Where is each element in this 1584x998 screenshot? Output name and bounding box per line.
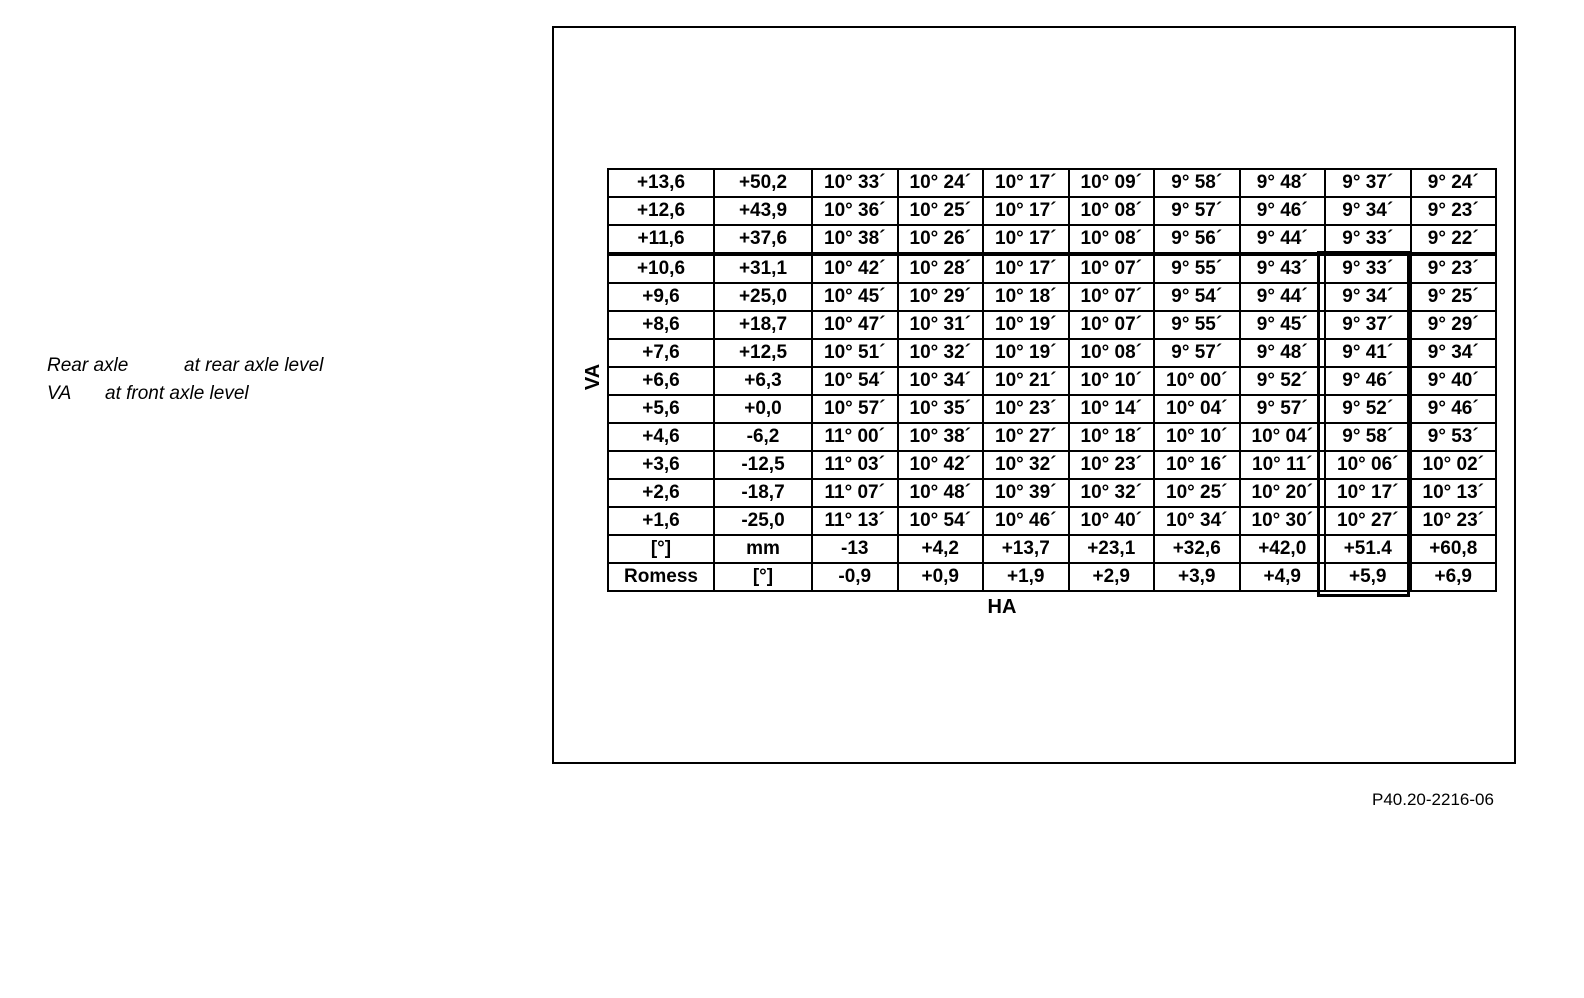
table-cell: 10° 28´ xyxy=(898,254,984,283)
table-row xyxy=(608,311,1496,339)
table-cell: +0,0 xyxy=(714,395,812,423)
table-cell: 10° 21´ xyxy=(983,367,1069,395)
table-cell: +32,6 xyxy=(1154,535,1240,563)
figure-reference: P40.20-2216-06 xyxy=(1372,790,1494,809)
table-cell: 10° 18´ xyxy=(983,283,1069,311)
table-cell: 9° 33´ xyxy=(1325,225,1411,254)
table-cell: 10° 45´ xyxy=(812,283,898,311)
table-cell: 10° 31´ xyxy=(898,311,984,339)
table-cell: 10° 07´ xyxy=(1069,254,1155,283)
table-cell: +5,6 xyxy=(608,395,714,423)
table-cell: 10° 33´ xyxy=(812,169,898,197)
table-cell: -13 xyxy=(812,535,898,563)
table-cell: 10° 35´ xyxy=(898,395,984,423)
va-axis-label: VA xyxy=(581,363,604,391)
ha-axis-label: HA xyxy=(987,596,1017,618)
table-cell: +51.4 xyxy=(1325,535,1411,563)
table-cell: 10° 08´ xyxy=(1069,225,1155,254)
table-cell: 10° 26´ xyxy=(898,225,984,254)
table-cell: 10° 39´ xyxy=(983,479,1069,507)
legend-rear-abbr: Rear axle xyxy=(47,355,129,376)
table-cell: 10° 07´ xyxy=(1069,311,1155,339)
table-row xyxy=(608,225,1496,254)
table-cell: 10° 38´ xyxy=(898,423,984,451)
table-cell: +50,2 xyxy=(714,169,812,197)
table-row xyxy=(608,395,1496,423)
table-cell: +2,9 xyxy=(1069,563,1155,591)
table-cell: +11,6 xyxy=(608,225,714,254)
table-cell: -18,7 xyxy=(714,479,812,507)
table-cell: 9° 22´ xyxy=(1411,225,1497,254)
table-row xyxy=(608,197,1496,225)
table-cell: 10° 11´ xyxy=(1240,451,1326,479)
table-cell: 10° 17´ xyxy=(983,197,1069,225)
table-cell: 9° 37´ xyxy=(1325,169,1411,197)
table-cell: -6,2 xyxy=(714,423,812,451)
legend xyxy=(47,352,323,408)
table-cell: 10° 25´ xyxy=(1154,479,1240,507)
table-cell: 10° 18´ xyxy=(1069,423,1155,451)
table-cell: mm xyxy=(714,535,812,563)
table-cell: 10° 17´ xyxy=(983,169,1069,197)
table-cell: 10° 10´ xyxy=(1154,423,1240,451)
table-cell: Romess xyxy=(608,563,714,591)
table-cell: 10° 23´ xyxy=(1411,507,1497,535)
table-cell: 9° 40´ xyxy=(1411,367,1497,395)
legend-rear-row xyxy=(47,352,323,380)
table-cell: 9° 34´ xyxy=(1411,339,1497,367)
table-cell: 9° 34´ xyxy=(1325,283,1411,311)
table-cell: 9° 57´ xyxy=(1154,339,1240,367)
table-cell: 9° 44´ xyxy=(1240,283,1326,311)
table-cell: +42,0 xyxy=(1240,535,1326,563)
table-cell: +37,6 xyxy=(714,225,812,254)
table-cell: 9° 34´ xyxy=(1325,197,1411,225)
table-cell: 9° 58´ xyxy=(1154,169,1240,197)
table-cell: 11° 07´ xyxy=(812,479,898,507)
table-cell: +5,9 xyxy=(1325,563,1411,591)
table-cell: +7,6 xyxy=(608,339,714,367)
table-cell: 9° 55´ xyxy=(1154,311,1240,339)
table-cell: +18,7 xyxy=(714,311,812,339)
table-row xyxy=(608,451,1496,479)
table-cell: 10° 29´ xyxy=(898,283,984,311)
table-cell: -25,0 xyxy=(714,507,812,535)
table-cell: 10° 51´ xyxy=(812,339,898,367)
table-cell: 9° 29´ xyxy=(1411,311,1497,339)
table-cell: 9° 46´ xyxy=(1411,395,1497,423)
table-cell: +25,0 xyxy=(714,283,812,311)
table-cell: 9° 48´ xyxy=(1240,339,1326,367)
table-row xyxy=(608,283,1496,311)
table-cell: +2,6 xyxy=(608,479,714,507)
table-cell: 10° 54´ xyxy=(812,367,898,395)
table-cell: +31,1 xyxy=(714,254,812,283)
table-cell: 11° 13´ xyxy=(812,507,898,535)
table-cell: 10° 08´ xyxy=(1069,197,1155,225)
table-cell: 10° 32´ xyxy=(898,339,984,367)
table-cell: +6,9 xyxy=(1411,563,1497,591)
table-cell: 9° 57´ xyxy=(1154,197,1240,225)
table-cell: 10° 23´ xyxy=(1069,451,1155,479)
table-row xyxy=(608,535,1496,563)
table-cell: +3,9 xyxy=(1154,563,1240,591)
table-cell: 11° 00´ xyxy=(812,423,898,451)
table-cell: 9° 52´ xyxy=(1325,395,1411,423)
table-cell: 9° 54´ xyxy=(1154,283,1240,311)
table-cell: 9° 46´ xyxy=(1325,367,1411,395)
table-cell: 10° 46´ xyxy=(983,507,1069,535)
table-cell: 10° 10´ xyxy=(1069,367,1155,395)
table-cell: 10° 34´ xyxy=(898,367,984,395)
legend-front-abbr: VA xyxy=(47,383,72,404)
table-cell: 10° 47´ xyxy=(812,311,898,339)
table-cell: 9° 53´ xyxy=(1411,423,1497,451)
table-cell: 10° 08´ xyxy=(1069,339,1155,367)
table-cell: 10° 06´ xyxy=(1325,451,1411,479)
table-cell: 10° 48´ xyxy=(898,479,984,507)
table-row xyxy=(608,169,1496,197)
table-cell: [°] xyxy=(608,535,714,563)
table-cell: +1,6 xyxy=(608,507,714,535)
table-cell: 10° 17´ xyxy=(983,254,1069,283)
table-cell: 10° 13´ xyxy=(1411,479,1497,507)
table-cell: +4,9 xyxy=(1240,563,1326,591)
table-cell: +4,6 xyxy=(608,423,714,451)
table-cell: 10° 04´ xyxy=(1154,395,1240,423)
table-cell: +13,6 xyxy=(608,169,714,197)
table-cell: 9° 45´ xyxy=(1240,311,1326,339)
table-row xyxy=(608,507,1496,535)
table-cell: 9° 44´ xyxy=(1240,225,1326,254)
table-cell: 10° 32´ xyxy=(1069,479,1155,507)
table-cell: +10,6 xyxy=(608,254,714,283)
table-cell: 10° 20´ xyxy=(1240,479,1326,507)
table-cell: 10° 42´ xyxy=(812,254,898,283)
table-cell: 10° 19´ xyxy=(983,311,1069,339)
table-cell: 10° 00´ xyxy=(1154,367,1240,395)
legend-front-row xyxy=(47,380,323,408)
table-cell: +60,8 xyxy=(1411,535,1497,563)
table-cell: 10° 17´ xyxy=(983,225,1069,254)
table-cell: 10° 16´ xyxy=(1154,451,1240,479)
table-cell: 9° 57´ xyxy=(1240,395,1326,423)
table-cell: +12,6 xyxy=(608,197,714,225)
table-cell: 9° 33´ xyxy=(1325,254,1411,283)
table-cell: 10° 27´ xyxy=(983,423,1069,451)
table-cell: 10° 19´ xyxy=(983,339,1069,367)
table-cell: 9° 56´ xyxy=(1154,225,1240,254)
table-cell: 10° 02´ xyxy=(1411,451,1497,479)
table-cell: [°] xyxy=(714,563,812,591)
table-cell: 10° 23´ xyxy=(983,395,1069,423)
table-cell: +23,1 xyxy=(1069,535,1155,563)
table-cell: 9° 52´ xyxy=(1240,367,1326,395)
table-cell: +12,5 xyxy=(714,339,812,367)
table-cell: 10° 42´ xyxy=(898,451,984,479)
table-cell: +6,3 xyxy=(714,367,812,395)
table-row xyxy=(608,367,1496,395)
table-cell: 9° 23´ xyxy=(1411,254,1497,283)
table-cell: 10° 57´ xyxy=(812,395,898,423)
table-cell: -0,9 xyxy=(812,563,898,591)
table-cell: 10° 34´ xyxy=(1154,507,1240,535)
table-row xyxy=(608,254,1496,283)
table-cell: 9° 37´ xyxy=(1325,311,1411,339)
table-cell: 10° 27´ xyxy=(1325,507,1411,535)
table-cell: 9° 25´ xyxy=(1411,283,1497,311)
table-cell: +43,9 xyxy=(714,197,812,225)
legend-front-text: at front axle level xyxy=(105,383,249,404)
table-cell: 11° 03´ xyxy=(812,451,898,479)
table-cell: 10° 07´ xyxy=(1069,283,1155,311)
table-cell: +4,2 xyxy=(898,535,984,563)
table-cell: 10° 38´ xyxy=(812,225,898,254)
table-cell: +9,6 xyxy=(608,283,714,311)
table-cell: +6,6 xyxy=(608,367,714,395)
table-cell: 10° 25´ xyxy=(898,197,984,225)
table-cell: 9° 46´ xyxy=(1240,197,1326,225)
table-cell: 9° 23´ xyxy=(1411,197,1497,225)
table-cell: +3,6 xyxy=(608,451,714,479)
table-cell: +1,9 xyxy=(983,563,1069,591)
table-row xyxy=(608,339,1496,367)
table-cell: 10° 24´ xyxy=(898,169,984,197)
table-cell: 10° 36´ xyxy=(812,197,898,225)
angle-table xyxy=(607,168,1497,592)
legend-rear-text: at rear axle level xyxy=(184,355,324,376)
table-cell: 10° 09´ xyxy=(1069,169,1155,197)
table-cell: 10° 14´ xyxy=(1069,395,1155,423)
table-cell: 10° 30´ xyxy=(1240,507,1326,535)
table-cell: 9° 55´ xyxy=(1154,254,1240,283)
table-cell: +8,6 xyxy=(608,311,714,339)
table-cell: 10° 40´ xyxy=(1069,507,1155,535)
table-cell: +0,9 xyxy=(898,563,984,591)
table-row xyxy=(608,563,1496,591)
table-cell: 9° 58´ xyxy=(1325,423,1411,451)
table-cell: 10° 17´ xyxy=(1325,479,1411,507)
table-cell: 9° 41´ xyxy=(1325,339,1411,367)
table-cell: 9° 48´ xyxy=(1240,169,1326,197)
table-cell: 10° 54´ xyxy=(898,507,984,535)
table-cell: -12,5 xyxy=(714,451,812,479)
table-cell: 10° 04´ xyxy=(1240,423,1326,451)
table-cell: 9° 24´ xyxy=(1411,169,1497,197)
table-cell: +13,7 xyxy=(983,535,1069,563)
table-cell: 9° 43´ xyxy=(1240,254,1326,283)
table-row xyxy=(608,423,1496,451)
table-row xyxy=(608,479,1496,507)
table-cell: 10° 32´ xyxy=(983,451,1069,479)
